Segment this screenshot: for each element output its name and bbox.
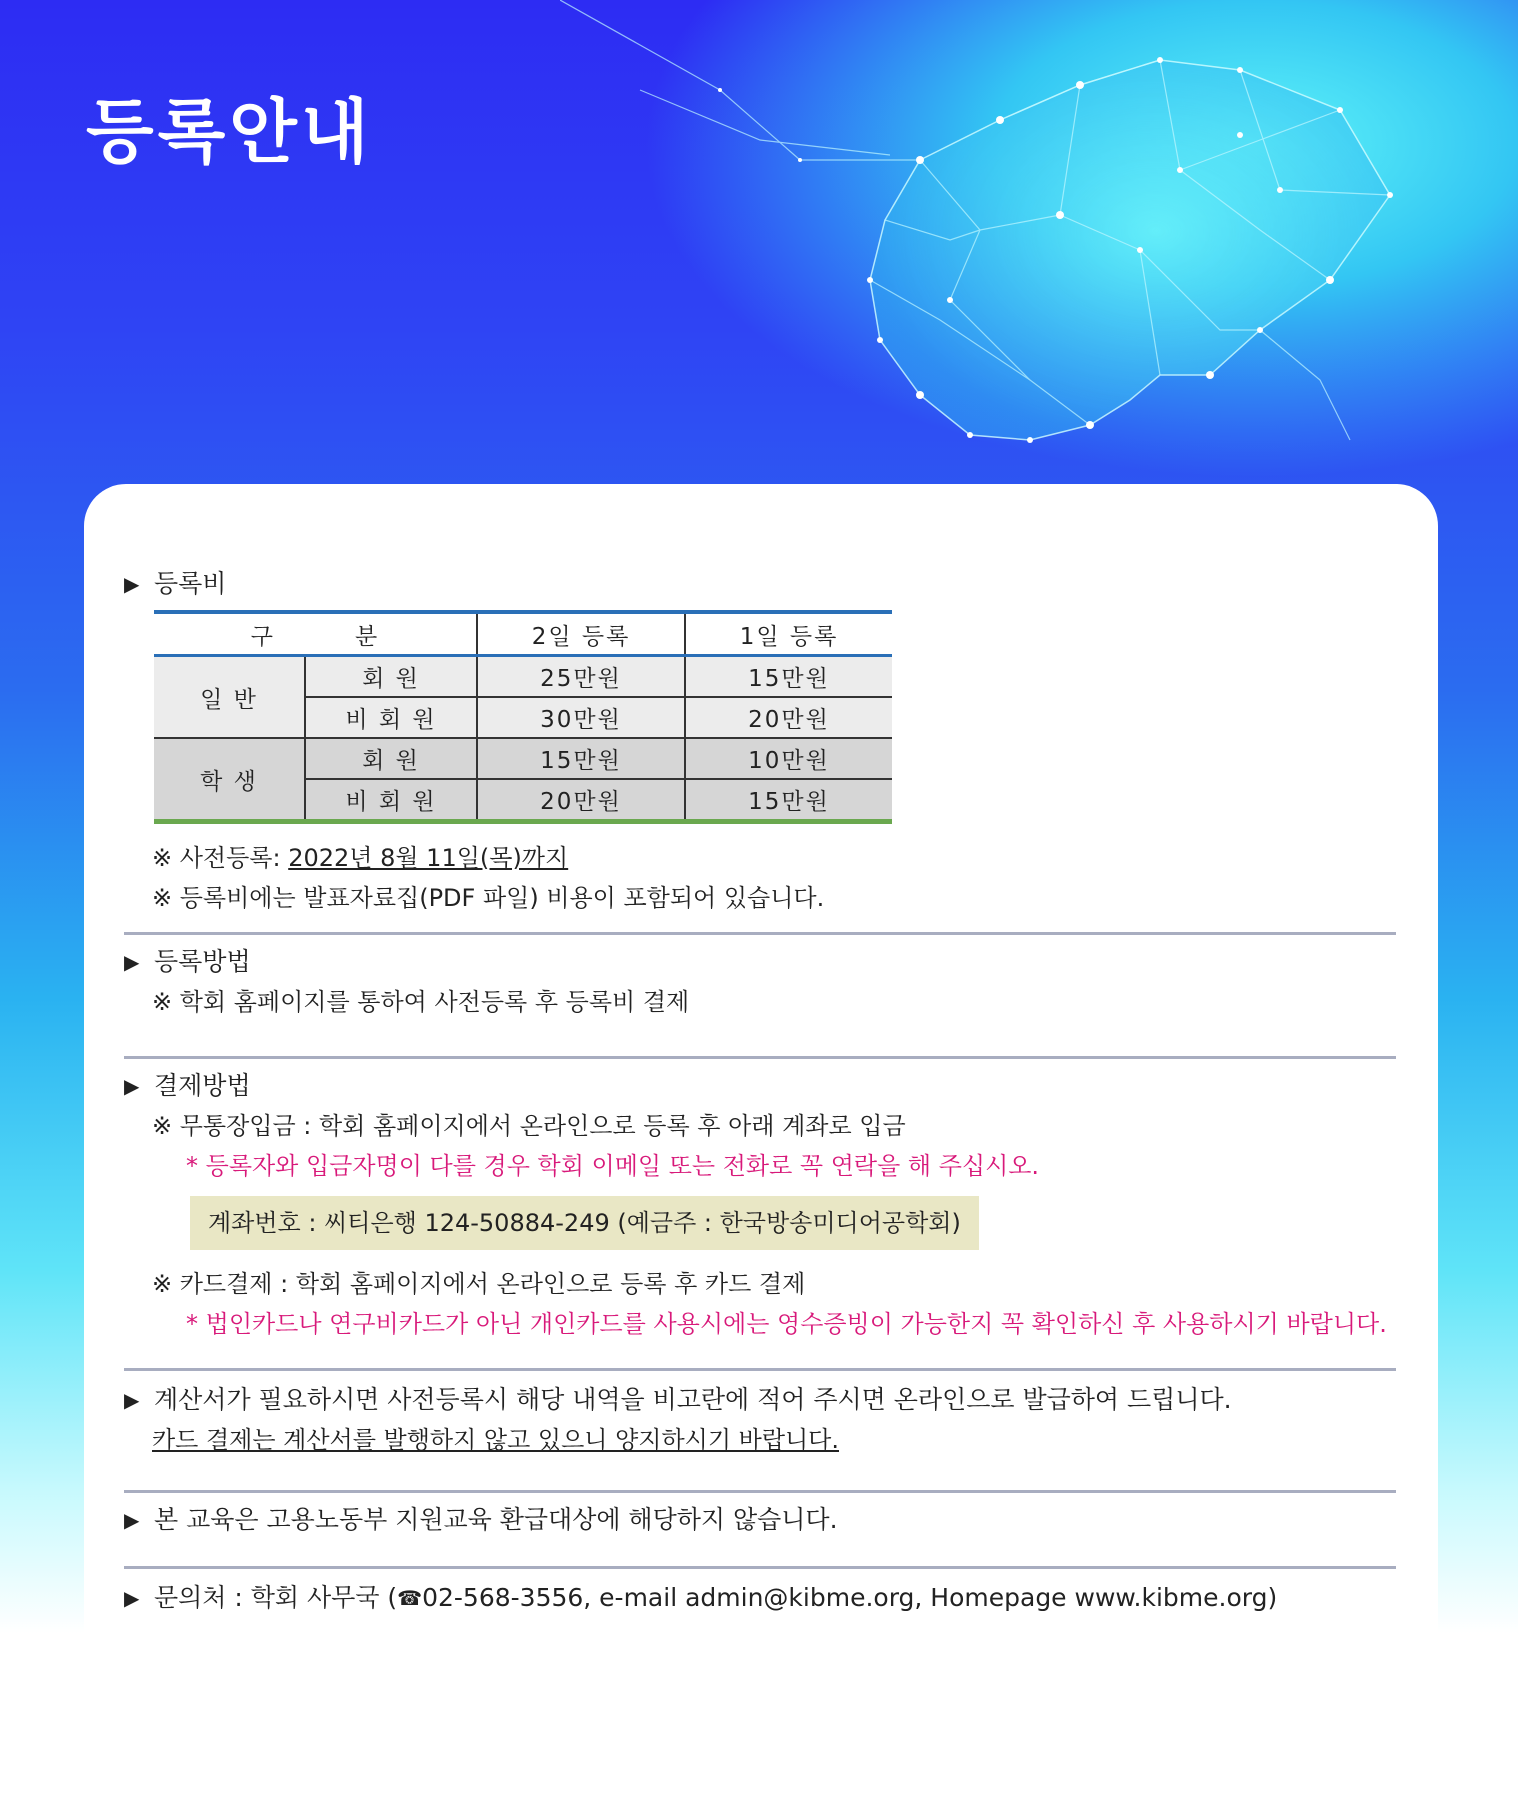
early-registration-note: ※ 사전등록: 2022년 8월 11일(목)까지 [152, 844, 569, 872]
invoice-section [124, 1380, 1396, 1460]
transfer-note: * 등록자와 입금자명이 다를 경우 학회 이메일 또는 전화로 꼭 연락을 해 주십시오. [186, 1152, 1040, 1180]
group-label: 학 생 [154, 738, 305, 822]
triangle-right-icon: ▶ [124, 950, 140, 974]
triangle-right-icon: ▶ [124, 1586, 140, 1610]
network-illustration [560, 0, 1518, 480]
transfer-line: ※ 무통장입금 : 학회 홈페이지에서 온라인으로 등록 후 아래 계좌로 입금 [152, 1112, 906, 1140]
fee-table [154, 610, 892, 824]
divider [124, 1566, 1396, 1569]
table-row: 비 회 원 20만원 15만원 [154, 779, 892, 822]
divider [124, 1368, 1396, 1371]
fee-section [124, 564, 1396, 918]
education-line: 본 교육은 고용노동부 지원교육 환급대상에 해당하지 않습니다. [154, 1505, 838, 1534]
payment-heading: 결제방법 [154, 1071, 251, 1100]
divider [124, 1056, 1396, 1059]
triangle-right-icon: ▶ [124, 1388, 140, 1412]
phone-icon: ☎ [397, 1586, 423, 1610]
content-card [84, 484, 1438, 1815]
invoice-line: 계산서가 필요하시면 사전등록시 해당 내역을 비고란에 적어 주시면 온라인으로 발급하여 드립니다. [154, 1385, 1232, 1414]
method-heading: 등록방법 [154, 947, 251, 976]
method-section [124, 942, 1396, 1022]
contact-section [124, 1578, 1396, 1618]
divider [124, 932, 1396, 935]
card-note: * 법인카드나 연구비카드가 아닌 개인카드를 사용시에는 영수증빙이 가능한지 꼭 확인하신 후 사용하시기 바랍니다. [186, 1310, 1387, 1338]
fee-heading: ▶ 등록비 [124, 564, 1396, 604]
triangle-right-icon: ▶ [124, 1074, 140, 1098]
table-row: 학 생 회 원 15만원 10만원 [154, 738, 892, 779]
group-label: 일 반 [154, 656, 305, 739]
table-row: 일 반 회 원 25만원 15만원 [154, 656, 892, 698]
method-line: ※ 학회 홈페이지를 통하여 사전등록 후 등록비 결제 [152, 988, 690, 1016]
education-section [124, 1500, 1396, 1540]
fee-table-header: 구 분 2일 등록 1일 등록 [154, 612, 892, 656]
page-title: 등록안내 [86, 91, 373, 173]
triangle-right-icon: ▶ [124, 572, 140, 596]
payment-section [124, 1066, 1396, 1344]
table-row: 비 회 원 30만원 20만원 [154, 697, 892, 738]
contact-details: 02-568-3556, e-mail admin@kibme.org, Homepage www.kibme.org) [422, 1583, 1278, 1612]
fee-includes-note: ※ 등록비에는 발표자료집(PDF 파일) 비용이 포함되어 있습니다. [152, 884, 825, 912]
card-line: ※ 카드결제 : 학회 홈페이지에서 온라인으로 등록 후 카드 결제 [152, 1270, 806, 1298]
deadline-date: 2022년 8월 11일(목)까지 [288, 844, 569, 872]
invoice-card-note: 카드 결제는 계산서를 발행하지 않고 있으니 양지하시기 바랍니다. [152, 1426, 839, 1454]
contact-prefix: 문의처 : 학회 사무국 ( [154, 1583, 398, 1612]
triangle-right-icon: ▶ [124, 1508, 140, 1532]
account-info-box: 계좌번호 : 씨티은행 124-50884-249 (예금주 : 한국방송미디어공학회) [190, 1196, 979, 1250]
divider [124, 1490, 1396, 1493]
